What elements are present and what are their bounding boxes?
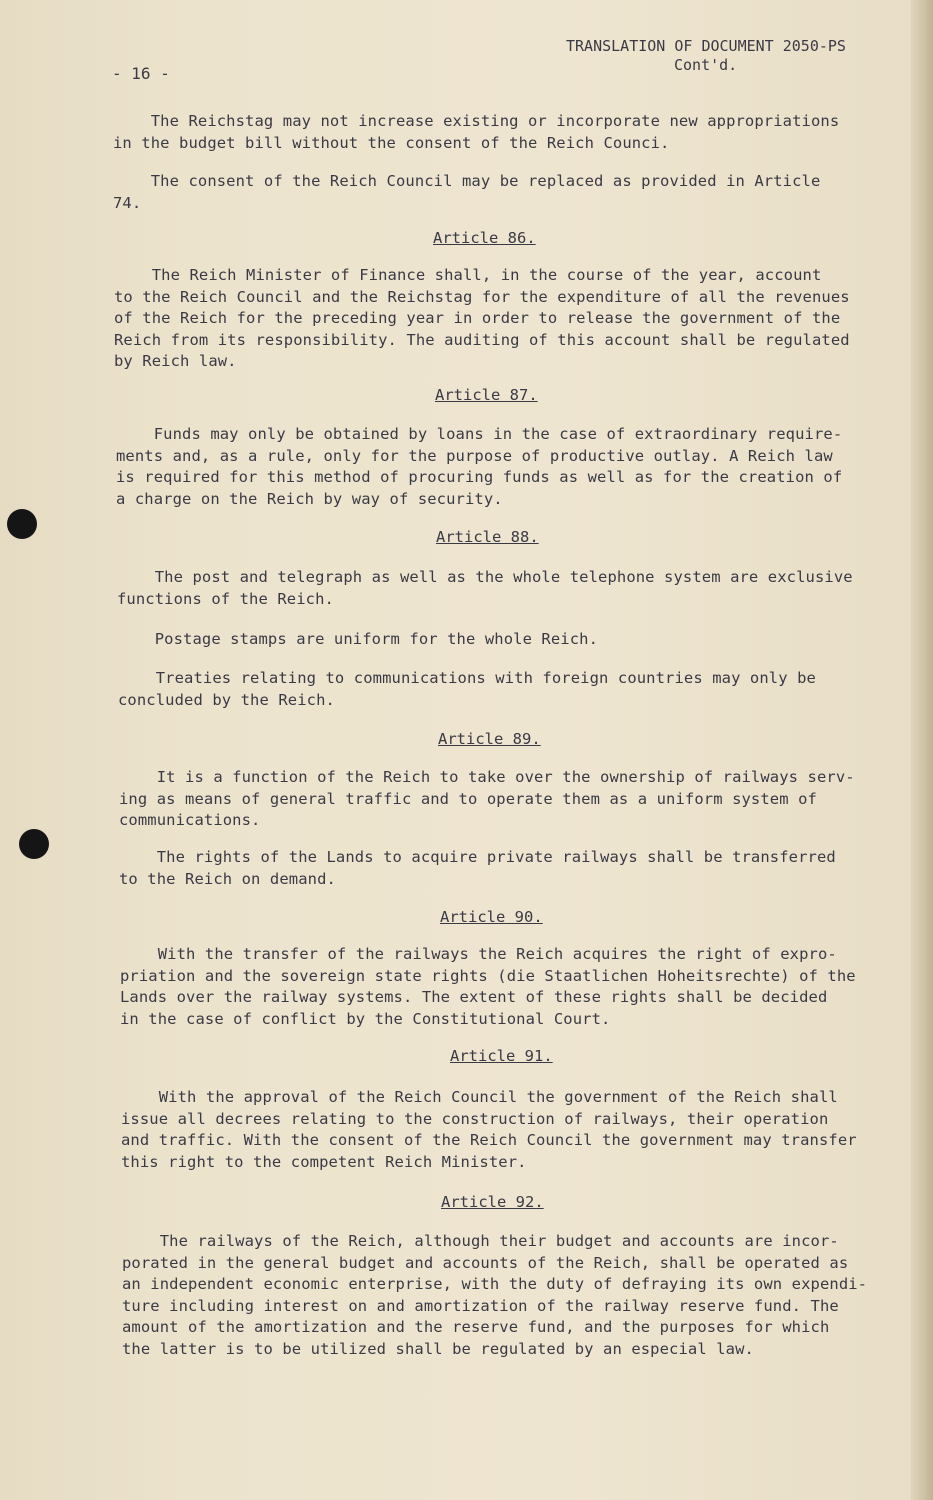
punch-hole-top: [7, 509, 37, 539]
continued-label: Cont'd.: [674, 56, 738, 74]
paragraph: Postage stamps are uniform for the whole Reich.: [117, 630, 599, 648]
paragraph: The Reichstag may not increase existing or incorporate new appropriations in the budget bill without the consent of the Reich Counci.: [113, 112, 840, 152]
paragraph: The railways of the Reich, although their budget and accounts are incor- porated in the general budget and accounts of the Reich, shall be operated as an independent economic enterprise, with the duty of defraying its own expendi- ture including interest on and amortization of the railway reserve fund. The amount of the amortization and the reserve fund, and the purposes for which the latter is to be utilized shall be regulated by an especial law.: [122, 1232, 868, 1358]
article-heading: Article 91.: [450, 1047, 553, 1065]
document-title: TRANSLATION OF DOCUMENT 2050-PS: [566, 37, 846, 55]
article-heading: Article 90.: [440, 908, 543, 926]
paragraph: With the transfer of the railways the Reich acquires the right of expro- priation and the sovereign state rights (die Staatlichen Hoheitsrechte) of the Lands over the railway systems. The extent of these rights shall be decided in the case of conflict by the Constitutional Court.: [120, 945, 856, 1028]
article-heading: Article 89.: [438, 730, 541, 748]
article-heading: Article 86.: [433, 229, 536, 247]
paragraph: With the approval of the Reich Council the government of the Reich shall issue all decrees relating to the construction of railways, their operation and traffic. With the consent of the Reich Council the government may transfer this right to the competent Reich Minister.: [121, 1088, 857, 1171]
document-header: [566, 37, 846, 75]
paragraph: It is a function of the Reich to take over the ownership of railways serv- ing as means of general traffic and to operate them as a uniform system of communications.: [119, 768, 855, 829]
punch-hole-bottom: [19, 829, 49, 859]
article-heading: Article 87.: [435, 386, 538, 404]
page-number: - 16 -: [112, 64, 170, 83]
paragraph: The post and telegraph as well as the whole telephone system are exclusive functions of the Reich.: [117, 568, 853, 608]
paragraph: Treaties relating to communications with foreign countries may only be concluded by the Reich.: [118, 669, 816, 709]
paragraph: The rights of the Lands to acquire private railways shall be transferred to the Reich on demand.: [119, 848, 836, 888]
article-heading: Article 88.: [436, 528, 539, 546]
paragraph: Funds may only be obtained by loans in the case of extraordinary require- ments and, as a rule, only for the purpose of productive outlay. A Reich law is required for this method of procuring funds as well as for the creation of a charge on the Reich by way of security.: [116, 425, 843, 508]
article-heading: Article 92.: [441, 1193, 544, 1211]
paragraph: The Reich Minister of Finance shall, in the course of the year, account to the Reich Council and the Reichstag for the expenditure of all the revenues of the Reich for the preceding year in order to release the government of the Reich from its responsibility. The auditing of this account shall be regulated by Reich law.: [114, 266, 850, 370]
paper-edge: [911, 0, 933, 1500]
paragraph: The consent of the Reich Council may be replaced as provided in Article 74.: [113, 172, 821, 212]
